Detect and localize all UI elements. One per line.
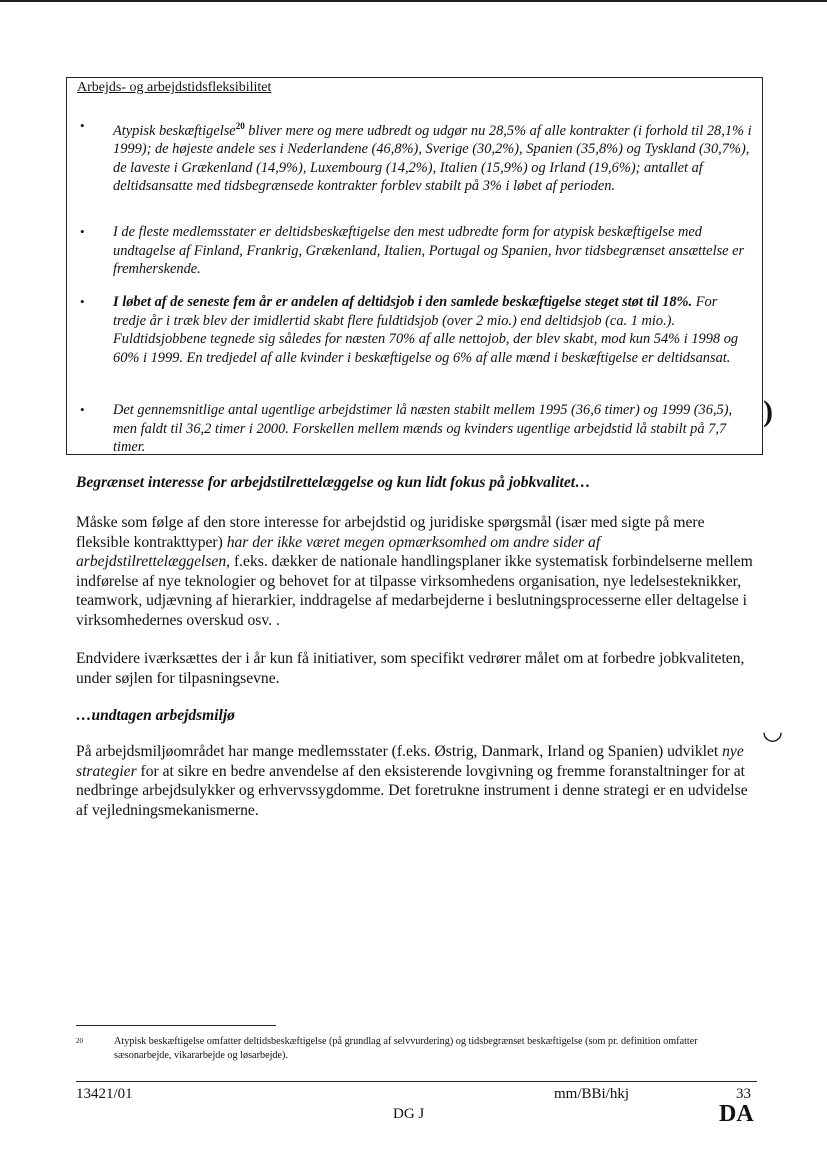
flexibility-box [66, 77, 763, 455]
footnote-number: 20 [76, 1037, 83, 1045]
bullet-text: I de fleste medlemsstater er deltidsbeskæftigelse den mest udbredte form for atypisk beskæftigelse med undtagelse af Finland, Frankrig, Grækenland, Italien, Portugal og Spanien, hvor tidsbegrænset ansættelse er fremherskende. [113, 224, 745, 277]
footnote-text: Atypisk beskæftigelse omfatter deltidsbeskæftigelse (på grundlag af selvvurdering) og tidsbegrænset beskæftigelse (som pr. definition omfatter sæsonarbejde, vikararbejde og løsarbejde). [114, 1036, 698, 1061]
body-paragraph: Endvidere iværksættes der i år kun få initiativer, som specifikt vedrører målet om at forbedre jobkvaliteten, under søjlen for tilpasningsevne. [76, 650, 745, 687]
paragraph-text: for at sikre en bedre anvendelse af den eksisterende lovgivning og fremme foranstaltninger for at nedbringe arbejdsulykker og erhvervssygdomme. Det foretrukne instrument i denne strategi er en udvidelse af vejledningsmekanismerne. [76, 762, 748, 819]
bullet-text: bliver mere og mere udbredt og udgør nu 28,5% af alle kontrakter (i forhold til 28,1% i 1999); de højeste andele ses i Nederlandene (46,8%), Sverige (30,2%), Spanien (35,8%) og Tyskland (30,7%), de laveste i Grækenland (14,9%), Luxembourg (14,2%), Italien (15,9%) og Irland (19,6%); antallet af deltidsansatte med tidsbegrænsede kontrakter forblev stabilt på 3% i løbet af perioden. [113, 122, 752, 195]
bullet-item [80, 223, 753, 279]
bullet-text-lead: Atypisk beskæftigelse [113, 122, 236, 139]
bullet-dot: • [80, 402, 85, 417]
footer-separator [76, 1081, 757, 1082]
box-title: Arbejds- og arbejdstidsfleksibilitet [77, 80, 272, 95]
bullet-dot: • [80, 118, 85, 133]
paragraph-emphasis: nye strategier [76, 743, 744, 780]
section-heading: Begrænset interesse for arbejdstilrettelæggelse og kun lidt fokus på jobkvalitet… [76, 474, 591, 491]
top-border-line [0, 0, 827, 2]
bullet-dot: • [80, 224, 85, 239]
bullet-text: For tredje år i træk blev der imidlertid skabt flere fuldtidsjob (over 2 mio.) end deltidsjob (ca. 1 mio.). Fuldtidsjobbene tegnede sig således for næsten 70% af alle nettojob, der blev skabt, mod kun 54% i 1998 og 60% i 1999. En tredjedel af alle kvinder i beskæftigelse og 6% af alle mænd i beskæftigelse er deltidsansat. [113, 294, 739, 366]
bullet-item [80, 401, 753, 457]
footnote-ref[interactable]: 20 [235, 121, 245, 131]
body-paragraph [76, 742, 756, 820]
footer-doc-number: 13421/01 [76, 1086, 133, 1102]
footer-reference: mm/BBi/hkj [554, 1086, 630, 1102]
bullet-item [80, 117, 753, 196]
footnote-separator [76, 1025, 276, 1026]
scan-artifact-mark: ◡ [762, 719, 783, 745]
paragraph-text: Måske som følge af den store interesse for arbejdstid og juridiske spørgsmål (især med sigte på mere fleksible kontrakttyper) [76, 514, 705, 551]
paragraph-text: På arbejdsmiljøområdet har mange medlemsstater (f.eks. Østrig, Danmark, Irland og Spanien) udviklet [76, 743, 723, 760]
bullet-text-bold: I løbet af de seneste fem år er andelen af deltidsjob i den samlede beskæftigelse steget støt til 18%. [113, 294, 693, 310]
bullet-dot: • [80, 294, 85, 309]
paragraph-text: , f.eks. dækker de nationale handlingsplaner ikke systematisk forbindelserne mellem indførelse af nye teknologier og behovet for at tilpasse virksomhedens organisation, nye ledelsesteknikker, teamwork, udjævning af hierarkier, inddragelse af medarbejderne i beslutningsprocesserne eller deltagelse i virksomhedernes overskud osv. . [76, 553, 753, 629]
scan-bracket-mark: ) [763, 395, 773, 428]
paragraph-emphasis: har der ikke været megen opmærksomhed om andre sider af arbejdstilrettelæggelsen [76, 533, 601, 571]
body-paragraph [76, 513, 756, 631]
bullet-text: Det gennemsnitlige antal ugentlige arbejdstimer lå næsten stabilt mellem 1995 (36,6 timer) og 1999 (36,5), men faldt til 36,2 timer i 2000. Forskellen mellem mænds og kvinders ugentlige arbejdstid lå stabilt på 7,7 timer. [113, 402, 733, 455]
bullet-item [80, 293, 753, 367]
section-heading: …undtagen arbejdsmiljø [76, 707, 235, 724]
page-number: 33 [736, 1086, 751, 1102]
footer-dg: DG J [393, 1106, 425, 1122]
language-code: DA [719, 1101, 754, 1127]
